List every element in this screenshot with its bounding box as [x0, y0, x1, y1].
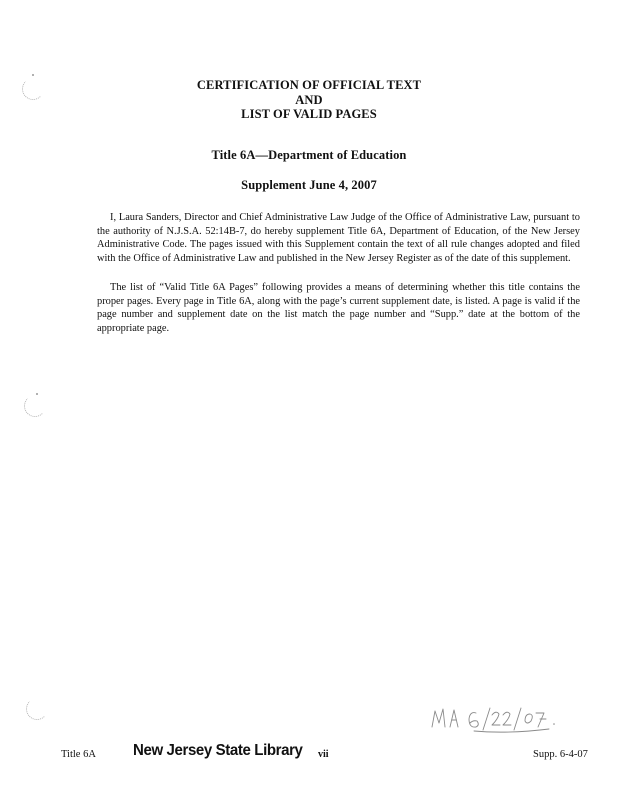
footer-supplement-date: Supp. 6-4-07 [533, 749, 588, 760]
punch-hole-mark [24, 395, 46, 417]
title-heading: Title 6A—Department of Education [211, 148, 407, 162]
supplement-date-heading: Supplement June 4, 2007 [241, 178, 377, 192]
footer-title: Title 6A [61, 749, 96, 760]
valid-pages-heading: LIST OF VALID PAGES [241, 107, 377, 121]
certification-heading: CERTIFICATION OF OFFICIAL TEXT [196, 78, 422, 92]
library-stamp: New Jersey State Library [133, 742, 303, 759]
heading-and: AND [295, 93, 323, 107]
handwritten-initials-date [428, 703, 558, 735]
valid-pages-paragraph: The list of “Valid Title 6A Pages” following provides a means of determining whether this title contains the proper pages. Every page in Title 6A, along with the page’s current supplement date, is listed. A page is valid if the page number and supplement date on the list match the page number and “Supp.” date at the bottom of the appropriate page. [97, 282, 580, 334]
certification-paragraph: I, Laura Sanders, Director and Chief Administrative Law Judge of the Office of Administrative Law, pursuant to the authority of N.J.S.A. 52:14B-7, do hereby supplement Title 6A, Department of Education, of the New Jersey Administrative Code. The pages issued with this Supplement contain the text of all rule changes adopted and filed with the Office of Administrative Law and published in the New Jersey Register as of the date of this supplement. [97, 212, 580, 264]
punch-hole-mark [26, 698, 48, 720]
scan-speck [36, 393, 38, 395]
footer-page-number: vii [318, 749, 329, 760]
scan-speck [32, 74, 34, 76]
